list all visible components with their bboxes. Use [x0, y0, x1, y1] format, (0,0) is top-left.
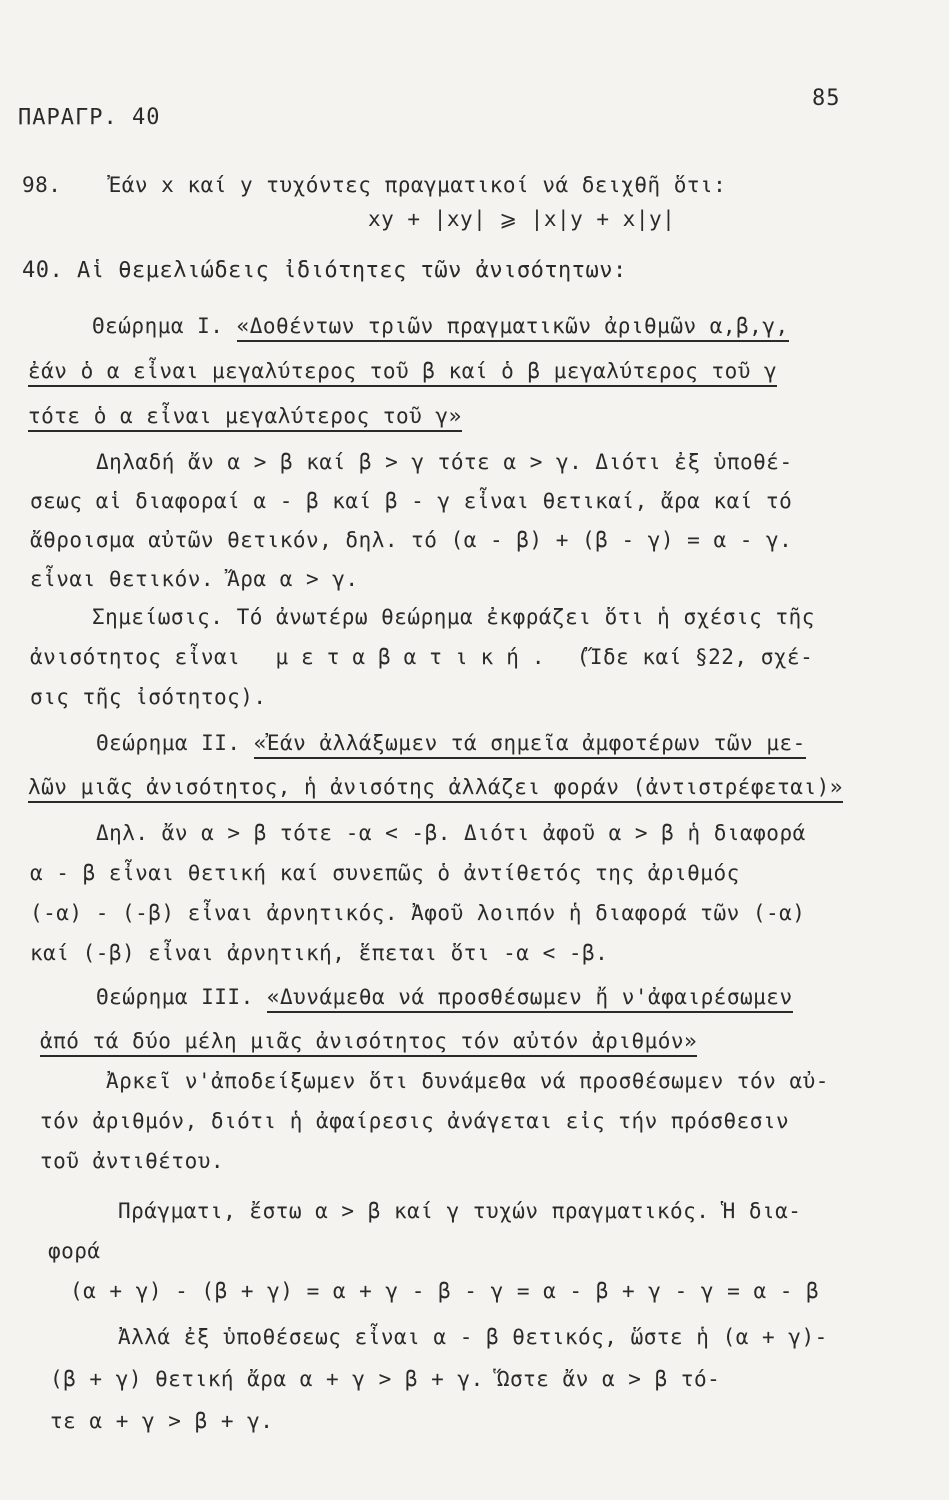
- theorem-3-proof-5: φορά: [48, 1239, 101, 1263]
- theorem-1-statement-cont: ἐάν ὁ α εἶναι μεγαλύτερος τοῦ β καί ὁ β μεγαλύτερος τοῦ γ: [28, 359, 777, 387]
- note-line-3: σις τῆς ἰσότητος).: [30, 685, 267, 709]
- theorem-3-proof-3: τοῦ ἀντιθέτου.: [40, 1149, 225, 1173]
- theorem-1-statement-end: τότε ὁ α εἶναι μεγαλύτερος τοῦ γ»: [28, 404, 462, 432]
- theorem-3-equation: (α + γ) - (β + γ) = α + γ - β - γ = α - β + γ - γ = α - β: [70, 1279, 820, 1303]
- theorem-2-statement-end: λῶν μιᾶς ἀνισότητος, ἡ ἀνισότης ἀλλάζει φοράν (ἀντιστρέφεται)»: [28, 775, 843, 803]
- theorem-3-proof-1: Ἀρκεῖ ν'ἀποδείξωμεν ὅτι δυνάμεθα νά προσθέσωμεν τόν αὐ-: [106, 1069, 829, 1093]
- note-text: ἀνισότητος εἶναι: [30, 645, 241, 669]
- theorem-3-proof-8: (β + γ) θετική ἄρα α + γ > β + γ. Ὥστε ἄν α > β τό-: [50, 1367, 721, 1391]
- theorem-2-proof-4: καί (-β) εἶναι ἀρνητική, ἕπεται ὅτι -α < -β.: [30, 941, 609, 965]
- exercise-formula: xy + |xy| ⩾ |x|y + x|y|: [368, 207, 676, 231]
- theorem-1-proof-2: σεως αἱ διαφοραί α - β καί β - γ εἶναι θετικαί, ἄρα καί τό: [30, 489, 793, 513]
- theorem-2-label: Θεώρημα II.: [96, 731, 241, 755]
- theorem-3-proof-9: τε α + γ > β + γ.: [50, 1409, 274, 1433]
- theorem-1-line-1: [92, 311, 789, 341]
- theorem-1-line-3: [28, 401, 462, 431]
- theorem-3-line-2: [40, 1026, 697, 1056]
- note-spaced-word: μεταβατική.: [275, 645, 558, 669]
- theorem-2-line-1: [96, 728, 806, 758]
- theorem-1-line-2: [28, 356, 777, 386]
- theorem-3-proof-7: Ἀλλά ἐξ ὑποθέσεως εἶναι α - β θετικός, ὥστε ἡ (α + γ)-: [118, 1325, 828, 1349]
- theorem-1-proof-4: εἶναι θετικόν. Ἄρα α > γ.: [30, 567, 359, 591]
- theorem-2-statement: «Ἐάν ἀλλάξωμεν τά σημεῖα ἀμφοτέρων τῶν με-: [254, 731, 806, 759]
- exercise-number: 98.: [22, 173, 62, 197]
- theorem-1-label: Θεώρημα I.: [92, 314, 224, 338]
- theorem-1-statement: «Δοθέντων τριῶν πραγματικῶν ἀριθμῶν α,β,γ,: [237, 314, 789, 342]
- theorem-3-proof-2: τόν ἀριθμόν, διότι ἡ ἀφαίρεσις ἀνάγεται εἰς τήν πρόσθεσιν: [40, 1109, 790, 1133]
- running-header: ΠΑΡΑΓΡ. 40: [18, 105, 161, 130]
- theorem-3-label: Θεώρημα III.: [96, 985, 254, 1009]
- section-title: 40. Αἱ θεμελιώδεις ἰδιότητες τῶν ἀνισότητων:: [22, 258, 627, 283]
- note-reference: (Ἴδε καί §22, σχέ-: [576, 645, 814, 669]
- exercise-98: [22, 170, 726, 200]
- page-number: 85: [812, 86, 841, 111]
- note-line-2: [30, 642, 813, 672]
- theorem-3-statement-end: ἀπό τά δύο μέλη μιᾶς ἀνισότητος τόν αὐτόν ἀριθμόν»: [40, 1029, 697, 1057]
- theorem-3-statement: «Δυνάμεθα νά προσθέσωμεν ἤ ν'ἀφαιρέσωμεν: [267, 985, 793, 1013]
- theorem-2-proof-1: Δηλ. ἄν α > β τότε -α < -β. Διότι ἀφοῦ α > β ἡ διαφορά: [96, 821, 806, 845]
- theorem-2-proof-2: α - β εἶναι θετική καί συνεπῶς ὁ ἀντίθετός της ἀριθμός: [30, 861, 740, 885]
- theorem-1-proof-3: ἄθροισμα αὐτῶν θετικόν, δηλ. τό (α - β) + (β - γ) = α - γ.: [30, 528, 793, 552]
- theorem-3-line-1: [96, 982, 793, 1012]
- theorem-3-proof-4: Πράγματι, ἔστω α > β καί γ τυχών πραγματικός. Ἡ δια-: [118, 1199, 802, 1223]
- theorem-2-line-2: [28, 772, 843, 802]
- note-line-1: Σημείωσις. Τό ἀνωτέρω θεώρημα ἐκφράζει ὅτι ἡ σχέσις τῆς: [92, 605, 815, 629]
- exercise-text: Ἐάν x καί y τυχόντες πραγματικοί νά δειχθῆ ὅτι:: [108, 173, 727, 197]
- theorem-1-proof-1: Δηλαδή ἄν α > β καί β > γ τότε α > γ. Διότι ἐξ ὑποθέ-: [96, 450, 793, 474]
- theorem-2-proof-3: (-α) - (-β) εἶναι ἀρνητικός. Ἀφοῦ λοιπόν ἡ διαφορά τῶν (-α): [30, 901, 806, 925]
